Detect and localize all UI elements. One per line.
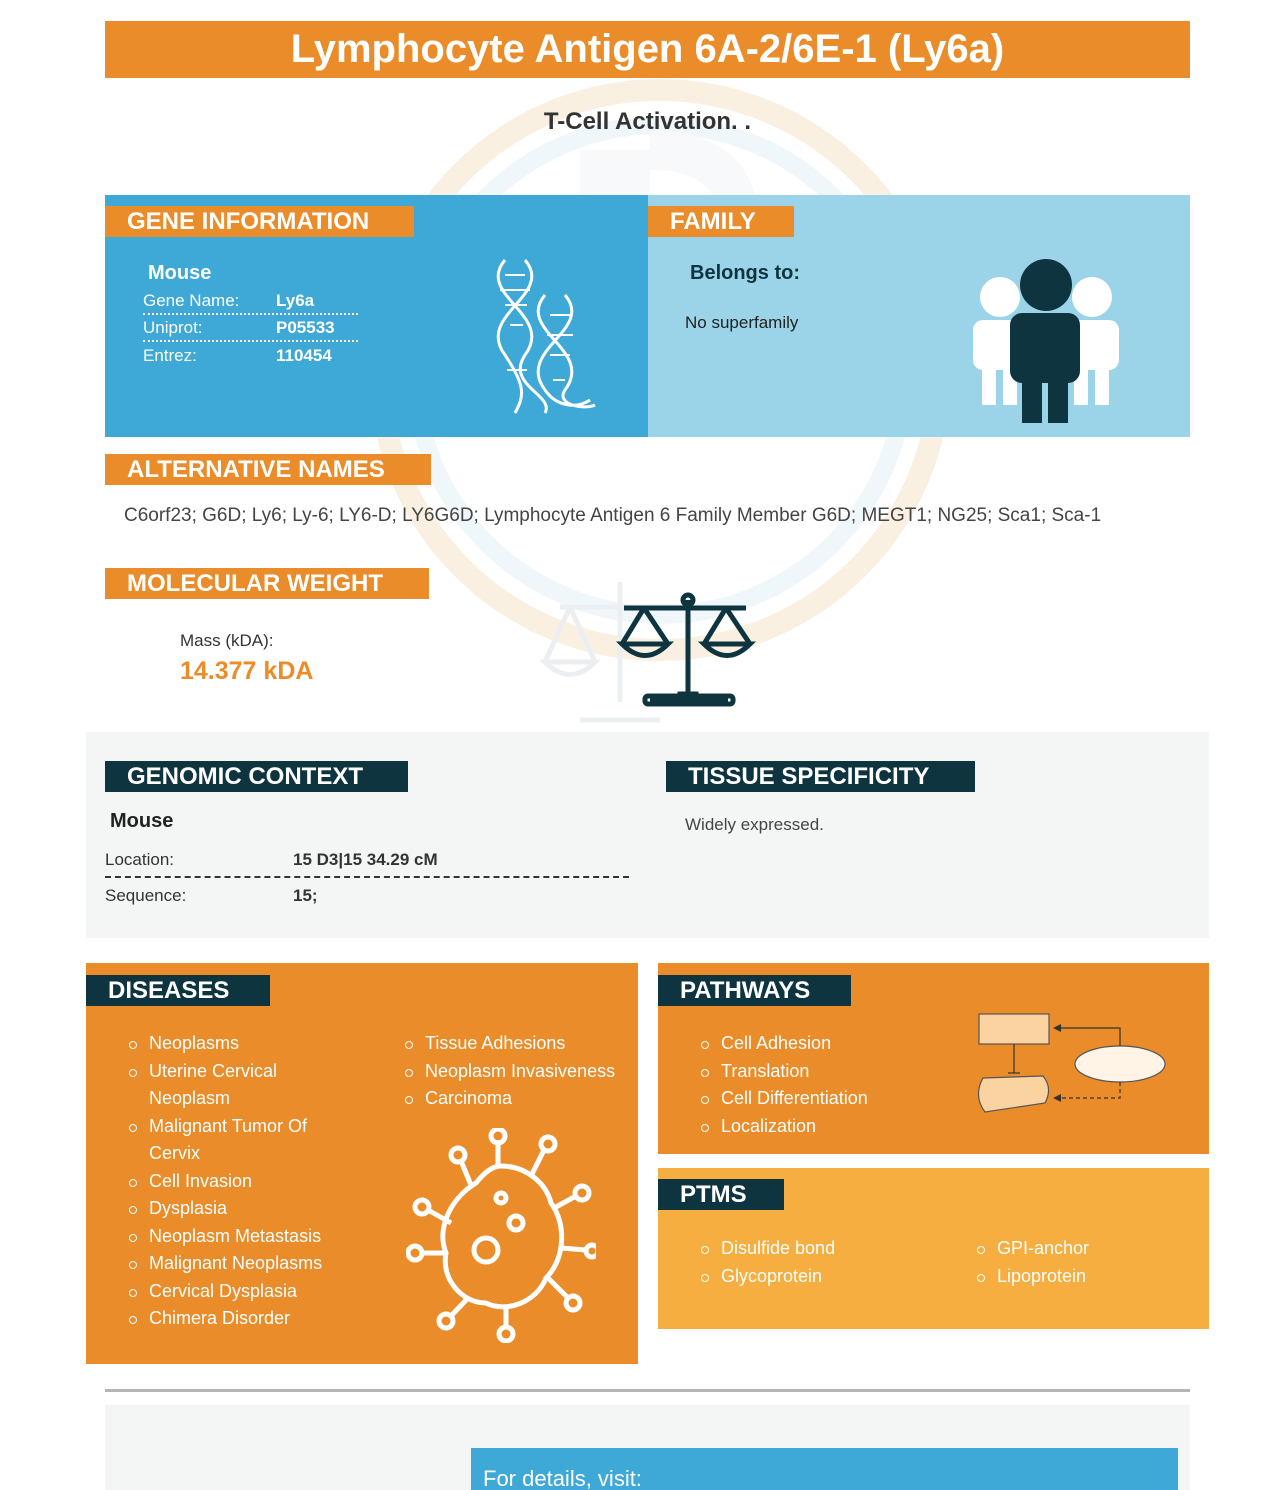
gene-row-label: Uniprot: — [143, 317, 203, 337]
diseases-list-2 — [405, 1030, 635, 1113]
gene-information-heading: GENE INFORMATION — [105, 206, 414, 237]
list-item: Neoplasms — [129, 1030, 329, 1058]
list-item: Translation — [701, 1058, 961, 1086]
list-item: Cervical Dysplasia — [129, 1278, 329, 1306]
pathways-heading: PATHWAYS — [658, 975, 851, 1006]
gene-row-value: Ly6a — [276, 290, 315, 310]
list-item: Chimera Disorder — [129, 1305, 329, 1333]
page-title: Lymphocyte Antigen 6A-2/6E-1 (Ly6a) — [105, 21, 1190, 78]
genomic-row-sequence — [105, 878, 629, 913]
page-subtitle: T-Cell Activation. . — [543, 108, 752, 135]
gene-information-panel — [105, 195, 648, 437]
pathways-list — [701, 1030, 961, 1140]
list-item: Cell Differentiation — [701, 1085, 961, 1113]
list-item: Cell Invasion — [129, 1168, 329, 1196]
list-item: Tissue Adhesions — [405, 1030, 635, 1058]
footer-divider — [105, 1389, 1190, 1392]
list-item: Malignant Tumor Of Cervix — [129, 1113, 329, 1168]
list-item: Glycoprotein — [701, 1263, 941, 1291]
list-item: Disulfide bond — [701, 1235, 941, 1263]
molecular-weight-heading: MOLECULAR WEIGHT — [105, 568, 429, 599]
genomic-tissue-panel — [86, 732, 1209, 938]
diseases-list-1 — [129, 1030, 329, 1333]
family-value: No superfamily — [685, 313, 799, 332]
genomic-row-value: 15; — [293, 885, 318, 905]
pathway-diagram-icon — [973, 1008, 1173, 1118]
tissue-specificity-text: Widely expressed. — [685, 815, 824, 834]
list-item: Neoplasm Metastasis — [129, 1223, 329, 1251]
tissue-specificity-heading: TISSUE SPECIFICITY — [666, 761, 975, 792]
ptms-list-1 — [701, 1235, 941, 1290]
genomic-table — [105, 843, 629, 913]
diseases-heading: DISEASES — [86, 975, 270, 1006]
ptms-heading: PTMS — [658, 1179, 784, 1210]
genomic-row-label: Sequence: — [105, 885, 187, 905]
mass-value: 14.377 kDA — [180, 657, 314, 685]
list-item: Lipoprotein — [977, 1263, 1197, 1291]
list-item: Cell Adhesion — [701, 1030, 961, 1058]
gene-row-value: 110454 — [276, 345, 332, 365]
gene-row-label: Entrez: — [143, 345, 197, 365]
ptms-list-2 — [977, 1235, 1197, 1290]
diseases-panel — [86, 963, 638, 1364]
dna-icon — [465, 255, 615, 415]
genomic-row-label: Location: — [105, 849, 174, 869]
gene-row-name — [143, 288, 358, 315]
visit-details-link[interactable]: For details, visit: — [471, 1448, 1178, 1490]
gene-row-value: P05533 — [276, 317, 335, 337]
gene-info-table — [143, 288, 358, 369]
list-item: Carcinoma — [405, 1085, 635, 1113]
genomic-context-heading: GENOMIC CONTEXT — [105, 761, 408, 792]
list-item: Localization — [701, 1113, 961, 1141]
list-item: Neoplasm Invasiveness — [405, 1058, 635, 1086]
list-item: Malignant Neoplasms — [129, 1250, 329, 1278]
alternative-names-text: C6orf23; G6D; Ly6; Ly-6; LY6-D; LY6G6D; Lymphocyte Antigen 6 Family Member G6D; MEGT1; NG25; Sca1; Sca-1 — [124, 505, 1102, 526]
family-people-icon — [968, 255, 1128, 425]
genomic-row-value: 15 D3|15 34.29 cM — [293, 849, 438, 869]
mass-label: Mass (kDA): — [180, 631, 274, 650]
gene-row-entrez — [143, 342, 358, 369]
gene-row-uniprot — [143, 315, 358, 342]
list-item: Dysplasia — [129, 1195, 329, 1223]
gene-row-label: Gene Name: — [143, 290, 240, 310]
scale-icon — [540, 572, 770, 732]
pathways-panel — [658, 963, 1209, 1154]
virus-icon — [406, 1128, 596, 1343]
gene-species: Mouse — [148, 262, 212, 284]
family-heading: FAMILY — [648, 206, 794, 237]
list-item: GPI-anchor — [977, 1235, 1197, 1263]
family-belongs-label: Belongs to: — [690, 262, 800, 284]
genomic-species: Mouse — [110, 810, 174, 832]
alternative-names-heading: ALTERNATIVE NAMES — [105, 454, 431, 485]
ptms-panel — [658, 1168, 1209, 1329]
family-panel — [648, 195, 1190, 437]
list-item: Uterine Cervical Neoplasm — [129, 1058, 329, 1113]
genomic-row-location — [105, 843, 629, 878]
